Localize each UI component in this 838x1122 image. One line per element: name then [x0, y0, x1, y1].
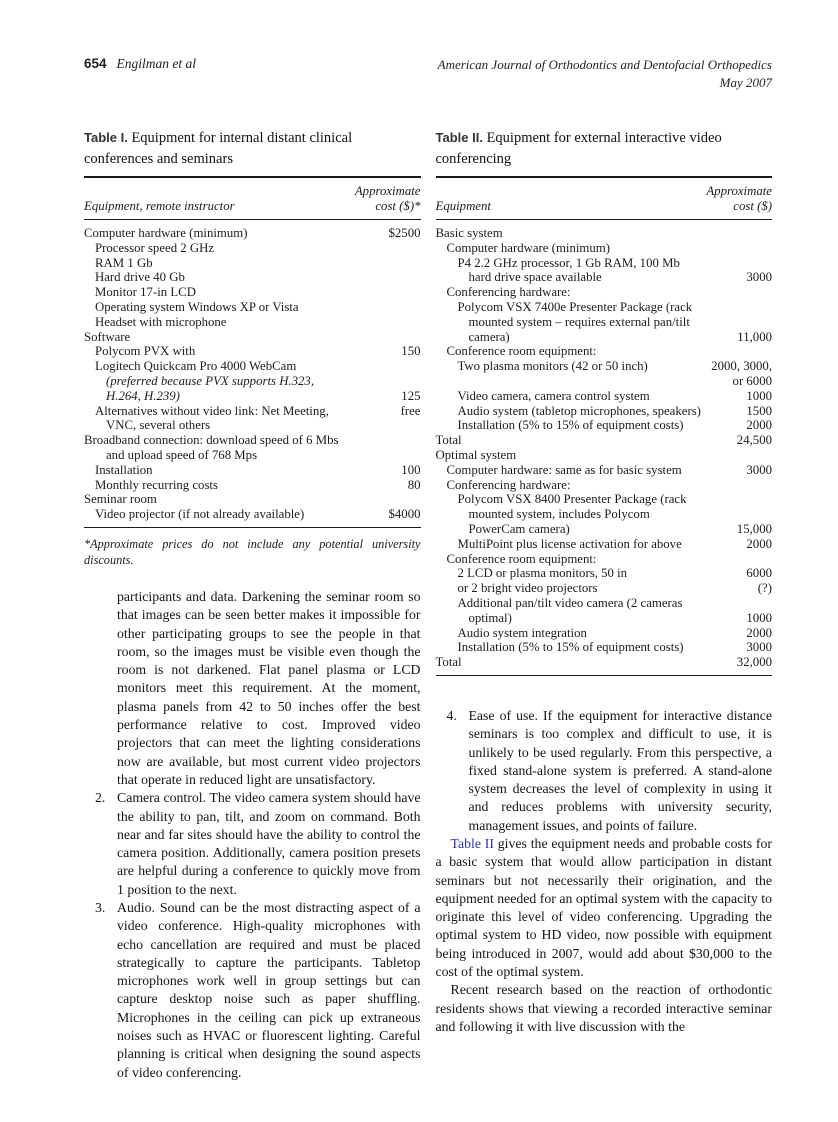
table-1-title [84, 127, 421, 170]
left-column [84, 127, 421, 1082]
cost-cell: 6000 [746, 566, 772, 581]
equipment-cell: Conferencing hardware: [446, 285, 571, 300]
table-2-bottom-rule [436, 675, 773, 676]
table-row [436, 596, 773, 611]
cost-cell: 15,000 [736, 521, 772, 536]
table-2-label: Table II. [435, 130, 483, 145]
cost-cell: or 6000 [732, 373, 772, 388]
table-row [436, 374, 773, 389]
table-row [84, 404, 421, 419]
list-item-text: Audio. Sound can be the most distracting aspect of a video conference. High-quality microphones with echo cancellation are required and must be placed strategically to capture the participants. Tabletop microphones work well in group settings but can capture desktop noise such as paper shuffling. Microphones in the ceiling can pick up extraneous noises such as HVAC or fluorescent lighting. Careful planning is critical when designing the sound aspects of video conferencing. [117, 899, 421, 1080]
table-2-body [436, 220, 773, 675]
table-row [436, 285, 773, 300]
cost-cell: 2000 [746, 625, 772, 640]
equipment-cell: optimal) [468, 610, 512, 625]
equipment-cell: mounted system, includes Polycom [468, 507, 650, 522]
equipment-cell: H.264, H.239) [106, 388, 180, 403]
table-row [84, 374, 421, 389]
cost-cell: 11,000 [737, 329, 772, 344]
table-1-footnote: *Approximate prices do not include any potential university discounts. [84, 536, 421, 567]
equipment-cell: Hard drive 40 Gb [95, 270, 185, 285]
equipment-cell: Logitech Quickcam Pro 4000 WebCam [95, 359, 297, 374]
table-row [436, 270, 773, 285]
list-marker: 4. [446, 707, 457, 723]
equipment-cell: hard drive space available [468, 270, 602, 285]
cost-cell: 3000 [746, 462, 772, 477]
table-row [84, 433, 421, 448]
table-row [84, 418, 421, 433]
equipment-cell: (preferred because PVX supports H.323, [106, 373, 315, 388]
equipment-cell: Additional pan/tilt video camera (2 cameras [457, 595, 683, 610]
equipment-cell: Total [435, 655, 462, 670]
equipment-cell: Seminar room [84, 492, 157, 507]
equipment-cell: Software [84, 329, 131, 344]
equipment-cell: Monitor 17-in LCD [95, 285, 196, 300]
cost-cell: 32,000 [736, 655, 772, 670]
table-row [436, 507, 773, 522]
table-row [436, 330, 773, 345]
table-2 [436, 127, 773, 676]
list-marker: 3. [95, 899, 106, 915]
list-item-continuation: participants and data. Darkening the seminar room so that images can be seen better makes it impossible for other participating groups to see the people in that room, so the images must be visible even though the room is not darkened. Flat panel plasma or LCD monitors meet this requirement. At the moment, plasma panels from 42 to 50 inches offer the best performance relative to cost. Improved video projectors that can meet the lighting considerations now are available, but most current video projectors that operate in reduced light are unsatisfactory. [117, 588, 421, 787]
equipment-cell: Installation (5% to 15% of equipment costs) [457, 640, 684, 655]
table-row [436, 537, 773, 552]
equipment-cell: PowerCam camera) [468, 521, 570, 536]
cost-cell: 1000 [746, 388, 772, 403]
paragraph-table2-text: gives the equipment needs and probable costs for a basic system that would allow participation in distant seminars but not necessarily their origination, and the equipment needed for an optimal system with the capacity to originate this level of video conferencing. Upgrading the optimal system to HD video, now possible with equipment being introduced in 2007, would add about $30,000 to the cost of the optimal system. [435, 835, 772, 980]
table2-crossref-link[interactable]: Table II [450, 835, 494, 851]
table-1-header [84, 178, 421, 219]
table-row [84, 270, 421, 285]
equipment-cell: Polycom VSX 7400e Presenter Package (rack [457, 299, 693, 314]
cost-cell: 3000 [746, 270, 772, 285]
equipment-cell: Operating system Windows XP or Vista [95, 299, 299, 314]
equipment-cell: Conferencing hardware: [446, 477, 571, 492]
table-row [84, 448, 421, 463]
table-row [84, 492, 421, 507]
cost-cell: 100 [401, 462, 421, 477]
equipment-cell: 2 LCD or plasma monitors, 50 in [457, 566, 628, 581]
table-row [436, 552, 773, 567]
table-row [84, 507, 421, 522]
equipment-cell: VNC, several others [106, 418, 211, 433]
table-row [84, 285, 421, 300]
table-2-title [436, 127, 773, 170]
table-2-caption: Equipment for external interactive video conferencing [435, 130, 722, 167]
running-head-left [84, 56, 196, 72]
table-row [436, 256, 773, 271]
equipment-cell: MultiPoint plus license activation for above [457, 536, 682, 551]
equipment-cell: P4 2.2 GHz processor, 1 Gb RAM, 100 Mb [457, 255, 680, 270]
equipment-cell: Installation (5% to 15% of equipment costs) [457, 418, 684, 433]
journal-title: American Journal of Orthodontics and Dentofacial Orthopedics [437, 57, 772, 72]
equipment-cell: Monthly recurring costs [95, 477, 218, 492]
table-row [436, 433, 773, 448]
equipment-cell: Headset with microphone [95, 314, 227, 329]
equipment-cell: Computer hardware: same as for basic system [446, 462, 682, 477]
table-1-caption: Equipment for internal distant clinical conferences and seminars [84, 130, 353, 167]
table-row [436, 226, 773, 241]
cost-cell: $4000 [388, 507, 421, 522]
table-row [84, 256, 421, 271]
paragraph-table2 [436, 835, 773, 981]
table-1 [84, 127, 421, 568]
cost-cell: 2000 [746, 418, 772, 433]
cost-cell: 80 [407, 477, 421, 492]
cost-cell: 24,500 [736, 433, 772, 448]
table-row [436, 241, 773, 256]
equipment-cell: Video projector (if not already available) [95, 507, 305, 522]
table-row [84, 226, 421, 241]
equipment-cell: Installation [95, 462, 153, 477]
equipment-cell: Conference room equipment: [446, 344, 597, 359]
table-row [84, 344, 421, 359]
left-column-text [84, 588, 421, 1082]
cost-cell: free [400, 403, 421, 418]
equipment-cell: Polycom VSX 8400 Presenter Package (rack [457, 492, 687, 507]
cost-cell: 2000, 3000, [711, 359, 772, 374]
page-content [84, 56, 772, 1082]
table-row [84, 478, 421, 493]
table-2-col-cost: Approximate cost ($) [706, 184, 772, 213]
table-row [436, 418, 773, 433]
table-row [436, 581, 773, 596]
list-item-text: Camera control. The video camera system should have the ability to pan, tilt, and zoom on command. Both near and far sites should have the ability to control the camera position. Additionally, camera position presets are helpful during a conference to quickly move from 1 position to the next. [117, 790, 421, 897]
table-row [84, 330, 421, 345]
table-row [436, 463, 773, 478]
running-head-right [438, 56, 772, 91]
table-row [436, 359, 773, 374]
table-row [84, 300, 421, 315]
equipment-cell: mounted system – requires external pan/tilt [468, 314, 690, 329]
equipment-cell: or 2 bright video projectors [457, 581, 598, 596]
table-row [436, 626, 773, 641]
cost-cell: 150 [401, 344, 421, 359]
equipment-cell: Basic system [435, 226, 503, 240]
equipment-cell: Polycom PVX with [95, 344, 196, 359]
equipment-cell: and upload speed of 768 Mps [106, 447, 258, 462]
table-2-col-equipment: Equipment [435, 199, 491, 213]
cost-cell: 1500 [746, 403, 772, 418]
table-row [84, 389, 421, 404]
table-1-bottom-rule [84, 527, 421, 528]
table-row [436, 566, 773, 581]
list-item-4 [436, 707, 773, 835]
authors: Engilman et al [116, 56, 197, 71]
page-number: 654 [84, 56, 107, 71]
equipment-cell: Broadband connection: download speed of 6 Mbs [84, 433, 339, 448]
equipment-cell: Video camera, camera control system [457, 388, 650, 403]
table-row [436, 611, 773, 626]
cost-cell: 1000 [746, 610, 772, 625]
running-head [84, 56, 772, 91]
equipment-cell: RAM 1 Gb [95, 255, 153, 270]
equipment-cell: Total [435, 433, 462, 448]
table-row [436, 655, 773, 670]
table-1-body [84, 220, 421, 527]
table-1-label: Table I. [84, 130, 128, 145]
list-item-text: Ease of use. If the equipment for interactive distance seminars is too complex and difficult to use, it is unlikely to be used regularly. From this perspective, a fixed stand-alone system is preferred. A stand-alone system decreases the level of complexity in using it and reduces problems with university security, management issues, and points of failure. [468, 707, 772, 833]
cost-cell: $2500 [388, 226, 421, 240]
table-row [436, 344, 773, 359]
equipment-cell: Optimal system [435, 447, 517, 462]
table-row [436, 315, 773, 330]
right-column-text [436, 707, 773, 1036]
equipment-cell: Two plasma monitors (42 or 50 inch) [457, 359, 648, 374]
table-row [436, 300, 773, 315]
table-row [436, 640, 773, 655]
list-item [84, 789, 421, 899]
table-row [436, 389, 773, 404]
table-1-col-cost: Approximate cost ($)* [354, 184, 421, 213]
table-row [84, 315, 421, 330]
equipment-cell: Alternatives without video link: Net Meeting, [95, 403, 329, 418]
table-row [436, 404, 773, 419]
cost-cell: 125 [401, 388, 421, 403]
right-column [436, 127, 773, 1082]
table-row [84, 463, 421, 478]
table-row [436, 448, 773, 463]
table-row [84, 359, 421, 374]
cost-cell: 2000 [746, 536, 772, 551]
two-column-layout [84, 127, 772, 1082]
table-2-header [436, 178, 773, 219]
equipment-cell: camera) [468, 329, 510, 344]
list-item [84, 899, 421, 1082]
table-row [436, 492, 773, 507]
cost-cell: 3000 [746, 640, 772, 655]
list-marker: 2. [95, 790, 106, 806]
equipment-cell: Processor speed 2 GHz [95, 240, 215, 255]
paragraph-recent-research: Recent research based on the reaction of orthodontic residents shows that viewing a recorded interactive seminar and following it with live discussion with the [435, 982, 772, 1034]
equipment-cell: Audio system integration [457, 625, 587, 640]
equipment-cell: Conference room equipment: [446, 551, 597, 566]
equipment-cell: Computer hardware (minimum) [446, 240, 610, 255]
equipment-cell: Computer hardware (minimum) [84, 226, 248, 240]
equipment-cell: Audio system (tabletop microphones, speakers) [457, 403, 701, 418]
cost-cell: (?) [757, 581, 772, 596]
table-1-col-equipment: Equipment, remote instructor [84, 199, 235, 213]
table-row [436, 478, 773, 493]
table-row [436, 522, 773, 537]
issue-date: May 2007 [719, 74, 772, 90]
table-row [84, 241, 421, 256]
